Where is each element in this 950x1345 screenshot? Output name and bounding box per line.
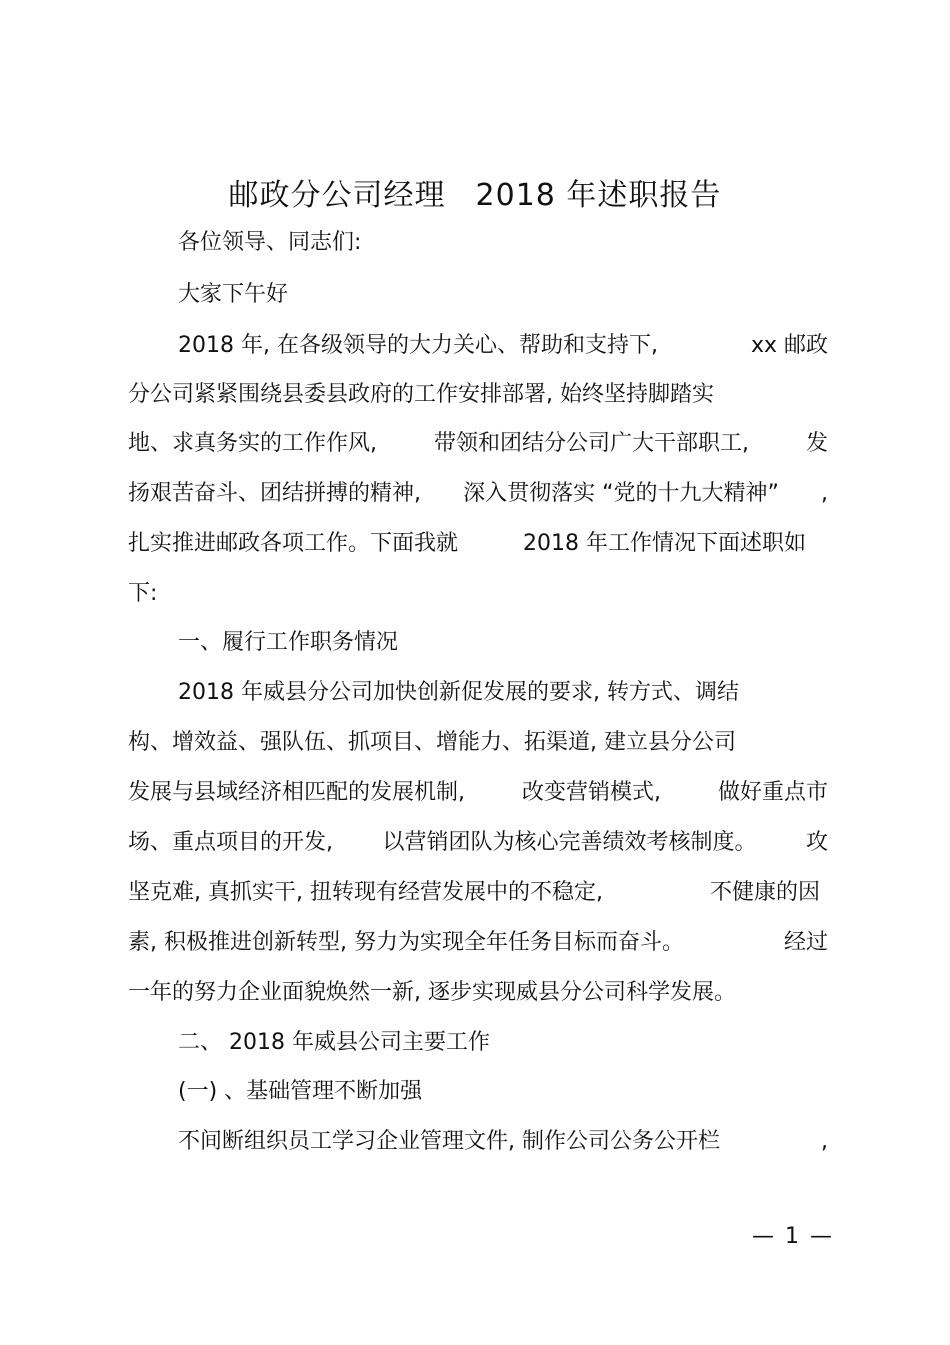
text-segment: 以营销团队为核心完善绩效考核制度。 [382, 830, 757, 855]
paragraph-1-line-4 [128, 479, 828, 509]
text-segment: 攻 [805, 830, 828, 855]
page-number-dash-right: — [810, 1224, 832, 1249]
text-segment: 场、重点项目的开发, [128, 830, 333, 855]
text-segment: 深入贯彻落实 “党的十九大精神” [463, 481, 779, 506]
paragraph-1-line-2: 分公司紧紧围绕县委县政府的工作安排部署, 始终坚持脚踏实 [128, 382, 714, 407]
paragraph-2-line-2: 构、增效益、强队伍、抓项目、增能力、拓渠道, 建立县分公司 [128, 730, 736, 755]
text-segment: , [821, 1129, 828, 1154]
paragraph-1-line-1 [178, 331, 828, 361]
text-segment: 做好重点市 [717, 780, 828, 805]
text-segment: 扬艰苦奋斗、团结拼搏的精神, [128, 481, 421, 506]
greeting-2: 大家下午好 [178, 282, 289, 307]
paragraph-3-line-1 [178, 1127, 828, 1157]
text-segment: 坚克难, 真抓实干, 扭转现有经营发展中的不稳定, [128, 880, 603, 905]
paragraph-1-line-6: 下: [128, 581, 158, 606]
text-segment: 2018 年工作情况下面述职如 [523, 531, 806, 556]
title-part-1: 邮政分公司经理 [228, 178, 446, 213]
text-segment: 带领和团结分公司广大干部职工, [433, 431, 749, 456]
text-segment: 素, 积极推进创新转型, 努力为实现全年任务目标而奋斗。 [128, 930, 684, 955]
paragraph-2-line-6 [128, 928, 828, 958]
paragraph-2-line-7: 一年的努力企业面貌焕然一新, 逐步实现威县分公司科学发展。 [128, 980, 736, 1005]
text-segment: 扎实推进邮政各项工作。下面我就 [128, 531, 459, 556]
paragraph-2-line-5 [128, 878, 820, 908]
text-segment: , [820, 481, 828, 506]
paragraph-2-line-1: 2018 年威县分公司加快创新促发展的要求, 转方式、调结 [178, 680, 739, 705]
text-segment: 不间断组织员工学习企业管理文件, 制作公司公务公开栏 [178, 1129, 720, 1154]
subsection-heading-1: (一) 、基础管理不断加强 [178, 1079, 423, 1104]
paragraph-2-line-4 [128, 828, 828, 858]
text-segment: 改变营销模式, [521, 780, 661, 805]
section-heading-2: 二、 2018 年威县公司主要工作 [178, 1030, 490, 1055]
paragraph-1-line-3 [128, 429, 828, 459]
text-segment: 2018 年, 在各级领导的大力关心、帮助和支持下, [178, 333, 658, 358]
text-segment: 发 [805, 431, 828, 456]
greeting: 各位领导、同志们: [178, 230, 362, 255]
text-segment: 经过 [783, 930, 828, 955]
page-number [752, 1222, 832, 1252]
title-part-2: 2018 年述职报告 [475, 178, 722, 213]
document-title [0, 178, 950, 214]
page-number-dash-left: — [752, 1224, 774, 1249]
page-number-value: 1 [785, 1224, 799, 1249]
text-segment: 发展与县域经济相匹配的发展机制, [128, 780, 465, 805]
paragraph-2-line-3 [128, 778, 828, 808]
text-segment: 不健康的因 [709, 880, 820, 905]
section-heading-1: 一、履行工作职务情况 [178, 630, 399, 655]
text-segment: xx 邮政 [750, 333, 828, 358]
paragraph-1-line-5 [128, 529, 806, 559]
text-segment: 地、求真务实的工作作风, [128, 431, 377, 456]
